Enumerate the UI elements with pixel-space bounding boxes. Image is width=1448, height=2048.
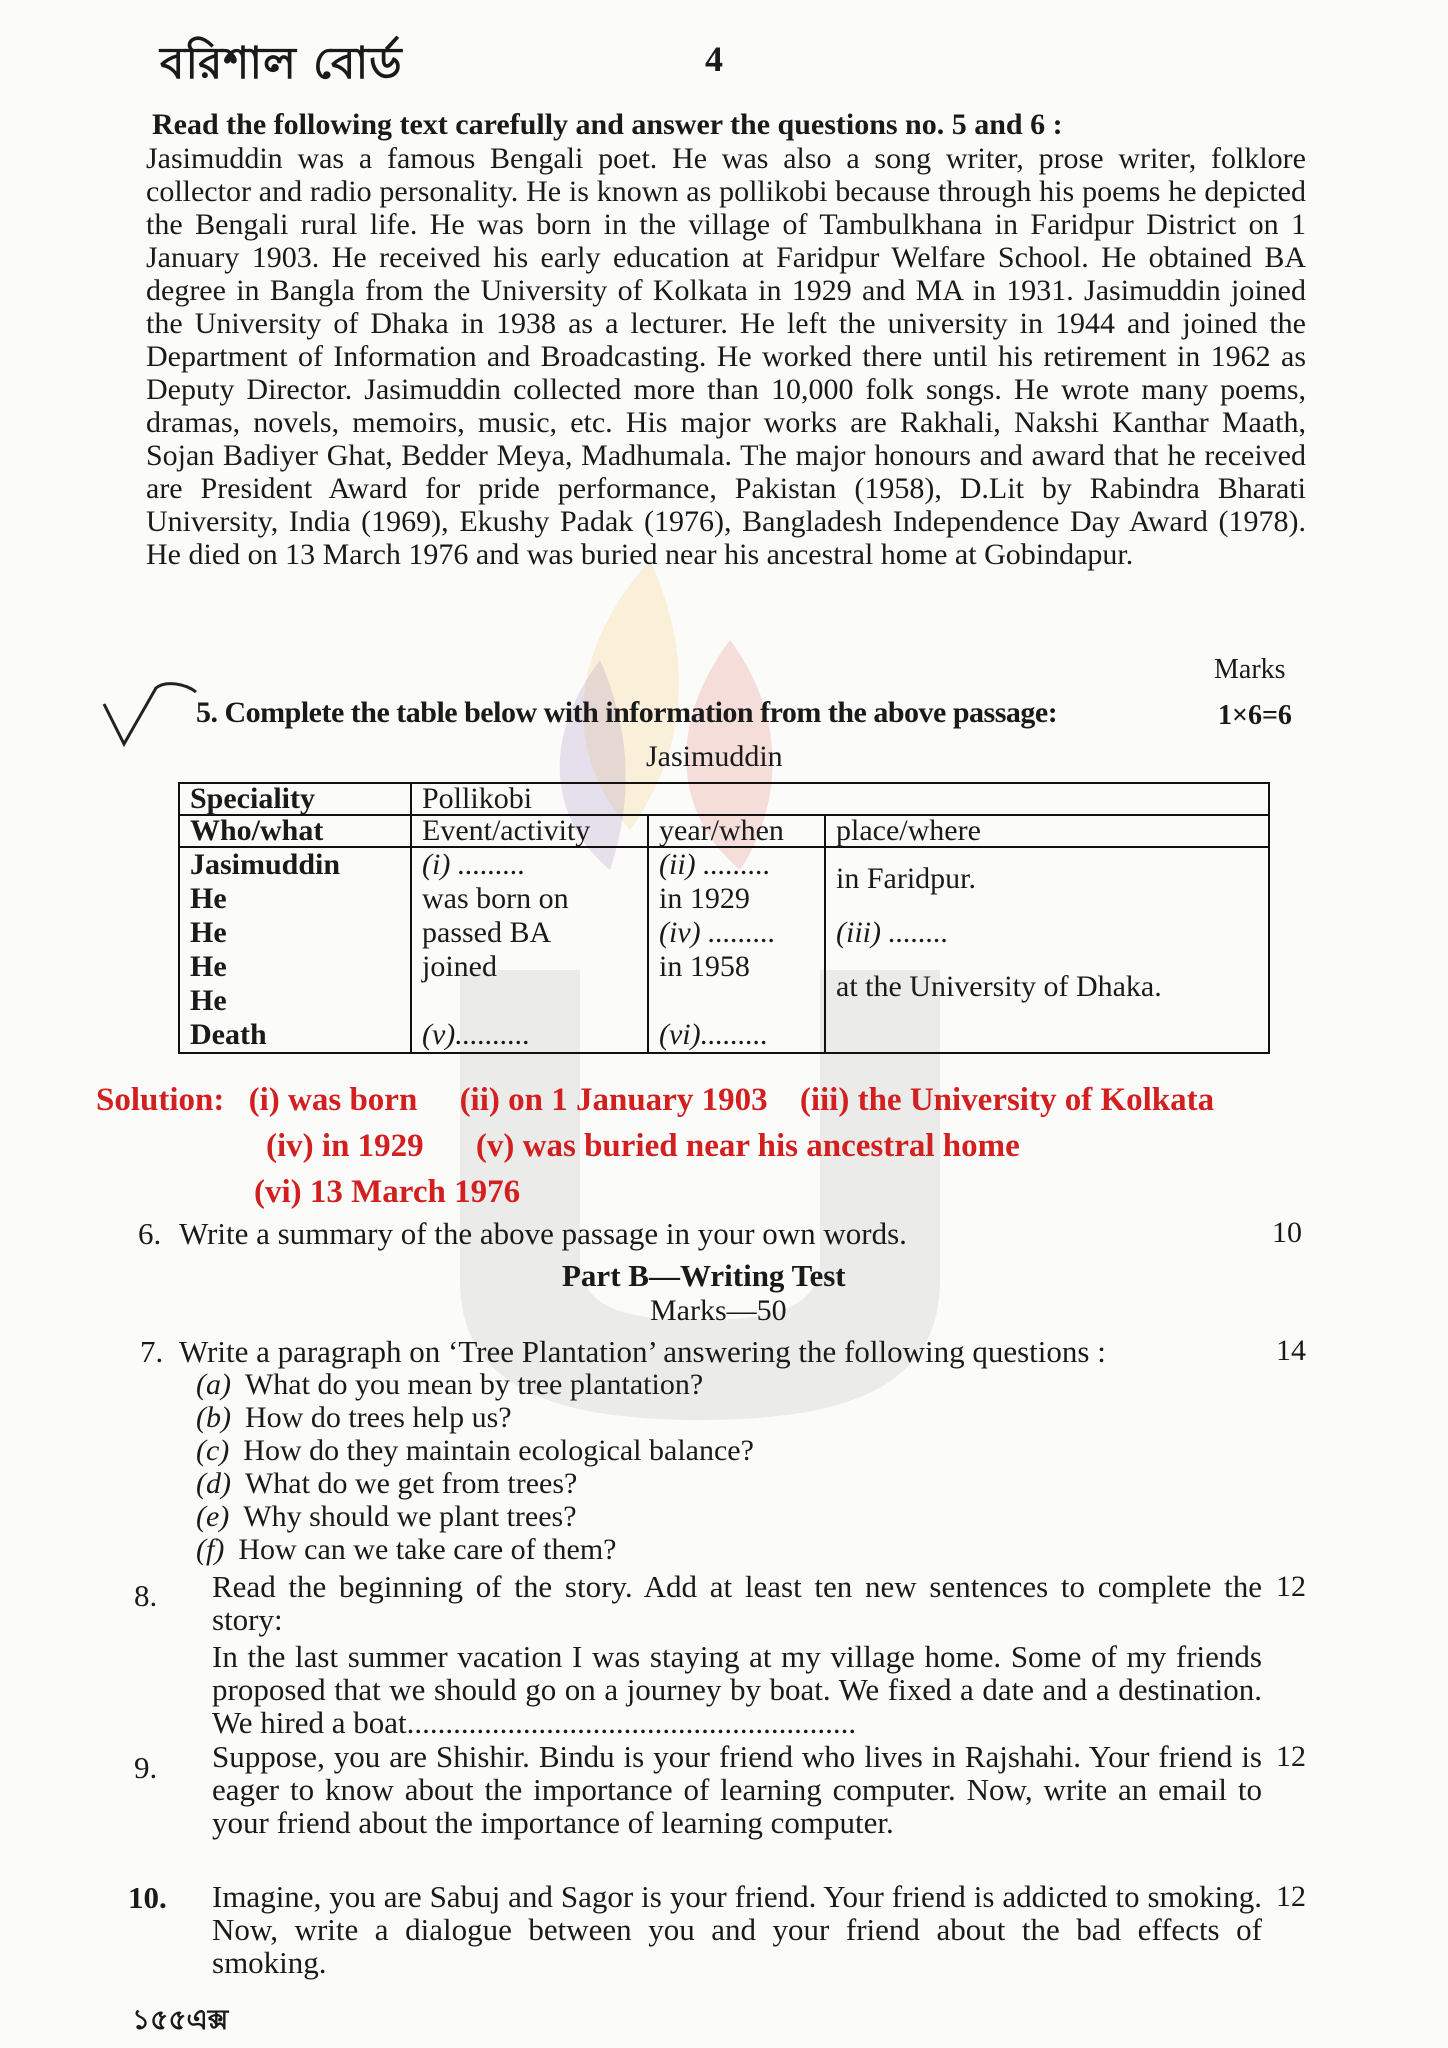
- speciality-label: Speciality: [179, 783, 411, 815]
- event-cell: (i) .........: [422, 848, 526, 881]
- question-10-marks: 12: [1276, 1880, 1306, 1913]
- event-cell: joined: [422, 950, 497, 983]
- list-item: [196, 1401, 754, 1434]
- question-9-marks: 12: [1276, 1740, 1306, 1773]
- solution-line-3: [254, 1174, 520, 1211]
- year-cell: [659, 984, 814, 1018]
- solution-label: Solution:: [96, 1082, 225, 1118]
- place-column: [825, 847, 1269, 1053]
- header-year: year/when: [648, 815, 825, 847]
- list-item: [196, 1500, 754, 1533]
- info-table: [178, 782, 1270, 1054]
- event-cell: (v)..........: [422, 1018, 531, 1051]
- question-6-marks: 10: [1272, 1216, 1302, 1249]
- question-8-marks: 12: [1276, 1570, 1306, 1603]
- tick-mark-icon: [96, 680, 206, 750]
- header-place: place/where: [825, 815, 1269, 847]
- question-6: [138, 1216, 907, 1252]
- solution-i: (i) was born: [248, 1082, 418, 1118]
- header-who: Who/what: [179, 815, 411, 847]
- who-cell: Jasimuddin: [190, 848, 341, 881]
- question-8-story: In the last summer vacation I was staying at my village home. Some of my friends proposed that we should go on a journey by boat. We fixed a date and a destination. We hired a boat..........................................................: [212, 1639, 1262, 1740]
- table-body-row: [179, 847, 1269, 1053]
- item-text: What do you mean by tree plantation?: [244, 1368, 704, 1401]
- solution-v: (v) was buried near his ancestral home: [475, 1128, 1020, 1164]
- reading-instruction: Read the following text carefully and answer the questions no. 5 and 6 :: [152, 108, 1063, 141]
- question-6-number: 6.: [138, 1216, 162, 1251]
- year-cell: (ii) .........: [659, 848, 771, 881]
- table-header-row: [179, 815, 1269, 847]
- speciality-value: Pollikobi: [411, 783, 1269, 815]
- question-8-text: Read the beginning of the story. Add at least ten new sentences to complete the story:: [212, 1569, 1262, 1637]
- item-label: (f): [196, 1533, 225, 1566]
- board-title: বরিশাল বোর্ড: [160, 38, 403, 89]
- question-10-number: 10.: [128, 1880, 167, 1915]
- solution-ii: (ii) on 1 January 1903: [459, 1082, 768, 1118]
- item-text: How do trees help us?: [244, 1401, 512, 1434]
- question-6-text: Write a summary of the above passage in your own words.: [179, 1216, 907, 1251]
- year-cell: in 1929: [659, 882, 750, 915]
- item-text: Why should we plant trees?: [243, 1500, 577, 1533]
- question-5-prompt: Complete the table below with information from the above passage:: [224, 696, 1058, 729]
- event-column: [411, 847, 648, 1053]
- place-cell: (iii) ........: [836, 916, 949, 949]
- part-b-marks: Marks—50: [650, 1294, 787, 1327]
- item-label: (e): [196, 1500, 230, 1533]
- reading-passage: Jasimuddin was a famous Bengali poet. He was also a song writer, prose writer, folklore collector and radio personality. He is known as pollikobi because through his poems he depicted the Bengali rural life. He was born in the village of Tambulkhana in Faridpur District on 1 January 1903. He received his early education at Faridpur Welfare School. He obtained BA degree in Bangla from the University of Kolkata in 1929 and MA in 1931. Jasimuddin joined the University of Dhaka in 1938 as a lecturer. He left the university in 1944 and joined the Department of Information and Broadcasting. He worked there until his retirement in 1962 as Deputy Director. Jasimuddin collected more than 10,000 folk songs. He wrote many poems, dramas, novels, memoirs, music, etc. His major works are Rakhali, Nakshi Kanthar Maath, Sojan Badiyer Ghat, Bedder Meya, Madhumala. The major honours and award that he received are President Award for pride performance, Pakistan (1958), D.Lit by Rabindra Bharati University, India (1969), Ekushy Padak (1976), Bangladesh Independence Day Award (1978). He died on 13 March 1976 and was buried near his ancestral home at Gobindapur.: [146, 142, 1306, 571]
- question-7-items: [196, 1368, 754, 1566]
- item-label: (b): [196, 1401, 231, 1434]
- question-7-text: Write a paragraph on ‘Tree Plantation’ answering the following questions :: [179, 1334, 1106, 1369]
- list-item: [196, 1467, 754, 1500]
- solution-iv: (iv) in 1929: [266, 1128, 424, 1164]
- item-label: (c): [196, 1434, 230, 1467]
- marks-column-header: Marks: [1214, 654, 1286, 685]
- solution-vi: (vi) 13 March 1976: [254, 1174, 521, 1210]
- table-caption: Jasimuddin: [646, 740, 783, 773]
- solution-line-1: [96, 1082, 1214, 1119]
- item-label: (d): [196, 1467, 231, 1500]
- footer-code: ১৫৫এক্স: [132, 2003, 229, 2036]
- question-8-number: 8.: [134, 1578, 158, 1613]
- question-10-text: Imagine, you are Sabuj and Sagor is your friend. Your friend is addicted to smoking. Now, write a dialogue between you and your friend about the bad effects of smoking.: [212, 1879, 1262, 1980]
- year-cell: (iv) .........: [659, 916, 776, 949]
- event-cell: [422, 984, 637, 1018]
- place-cell: at the University of Dhaka.: [836, 970, 1162, 1003]
- event-cell: was born on: [422, 882, 569, 915]
- header-event: Event/activity: [411, 815, 648, 847]
- year-cell: in 1958: [659, 950, 750, 983]
- item-text: How do they maintain ecological balance?: [243, 1434, 754, 1467]
- who-cell: Death: [190, 1018, 267, 1051]
- who-column: [179, 847, 411, 1053]
- year-column: [648, 847, 825, 1053]
- part-b-title: Part B—Writing Test: [562, 1258, 846, 1293]
- question-7-marks: 14: [1276, 1334, 1306, 1367]
- question-9-text: Suppose, you are Shishir. Bindu is your friend who lives in Rajshahi. Your friend is eager to know about the importance of learning computer. Now, write an email to your friend about the importance of learning computer.: [212, 1739, 1262, 1840]
- question-7: [140, 1334, 1106, 1370]
- question-5-text: [196, 696, 1057, 730]
- question-7-number: 7.: [140, 1334, 164, 1369]
- solution-iii: (iii) the University of Kolkata: [799, 1082, 1215, 1118]
- place-cell: in Faridpur.: [836, 862, 976, 895]
- list-item: [196, 1434, 754, 1467]
- who-cell: He: [190, 984, 227, 1017]
- who-cell: He: [190, 882, 227, 915]
- solution-line-2: [266, 1128, 1020, 1165]
- question-5-number: 5.: [196, 696, 218, 729]
- item-label: (a): [196, 1368, 231, 1401]
- item-text: What do we get from trees?: [244, 1467, 578, 1500]
- list-item: [196, 1533, 754, 1566]
- item-text: How can we take care of them?: [238, 1533, 617, 1566]
- event-cell: passed BA: [422, 916, 552, 949]
- who-cell: He: [190, 916, 227, 949]
- question-9-number: 9.: [134, 1750, 158, 1785]
- table-row-speciality: [179, 783, 1269, 815]
- question-5-marks: 1×6=6: [1218, 700, 1292, 731]
- page-number: 4: [705, 39, 723, 79]
- who-cell: He: [190, 950, 227, 983]
- year-cell: (vi).........: [659, 1018, 769, 1051]
- list-item: [196, 1368, 754, 1401]
